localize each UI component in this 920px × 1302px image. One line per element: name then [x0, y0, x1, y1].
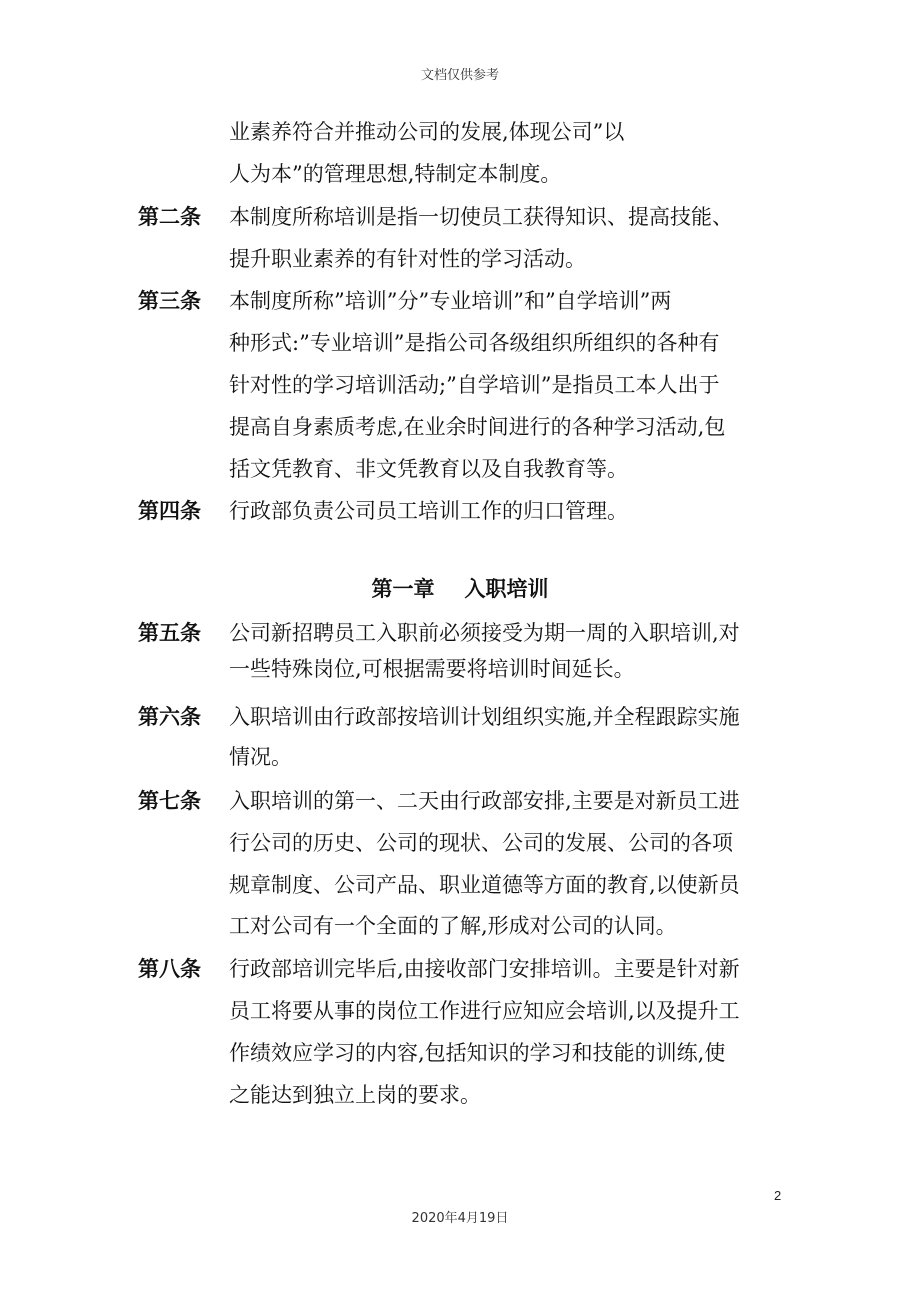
chapter-title: 入职培训	[464, 577, 549, 601]
page-footer-date: 2020年4月19日	[411, 1211, 509, 1226]
page-header: 文档仅供参考	[420, 68, 499, 83]
article-line: 提高自身素质考虑,在业余时间进行的各种学习活动,包	[229, 415, 726, 439]
chapter-number: 第一章	[371, 577, 435, 601]
article-line: 作绩效应学习的内容,包括知识的学习和技能的训练,使	[229, 1041, 726, 1065]
article-line: 一些特殊岗位,可根据需要将培训时间延长。	[229, 657, 635, 681]
article-line: 公司新招聘员工入职前必须接受为期一周的入职培训,对	[229, 621, 740, 645]
page-number: 2	[774, 1188, 782, 1203]
article-line: 情况。	[229, 745, 292, 769]
article-line: 工对公司有一个全面的了解,形成对公司的认同。	[229, 914, 677, 938]
article-line: 本制度所称”培训”分”专业培训”和”自学培训”两	[229, 289, 672, 313]
article-line: 针对性的学习培训活动;”自学培训”是指员工本人出于	[229, 373, 720, 397]
article-line: 种形式:”专业培训”是指公司各级组织所组织的各种有	[229, 331, 720, 355]
article-label: 第二条	[138, 205, 201, 229]
article-label: 第七条	[138, 789, 201, 813]
article-line: 入职培训由行政部按培训计划组织实施,并全程跟踪实施	[229, 705, 740, 729]
article-label: 第三条	[138, 289, 201, 313]
article-line: 括文凭教育、非文凭教育以及自我教育等。	[229, 457, 628, 481]
article-line: 入职培训的第一、二天由行政部安排,主要是对新员工进	[229, 789, 740, 813]
intro-line: 业素养符合并推动公司的发展,体现公司”以	[229, 120, 625, 144]
article-label: 第四条	[138, 499, 201, 523]
article-line: 规章制度、公司产品、职业道德等方面的教育,以使新员	[229, 873, 740, 897]
article-label: 第八条	[138, 957, 201, 981]
article-label: 第五条	[138, 621, 201, 645]
article-line: 行公司的历史、公司的现状、公司的发展、公司的各项	[229, 831, 733, 855]
article-line: 提升职业素养的有针对性的学习活动。	[229, 247, 586, 271]
chapter-heading	[0, 575, 920, 603]
article-line: 之能达到独立上岗的要求。	[229, 1083, 481, 1107]
intro-line: 人为本”的管理思想,特制定本制度。	[229, 162, 562, 186]
article-line: 行政部培训完毕后,由接收部门安排培训。主要是针对新	[229, 957, 740, 981]
article-line: 员工将要从事的岗位工作进行应知应会培训,以及提升工	[229, 999, 740, 1023]
article-line: 本制度所称培训是指一切使员工获得知识、提高技能、	[229, 205, 733, 229]
article-line: 行政部负责公司员工培训工作的归口管理。	[229, 499, 628, 523]
article-label: 第六条	[138, 705, 201, 729]
